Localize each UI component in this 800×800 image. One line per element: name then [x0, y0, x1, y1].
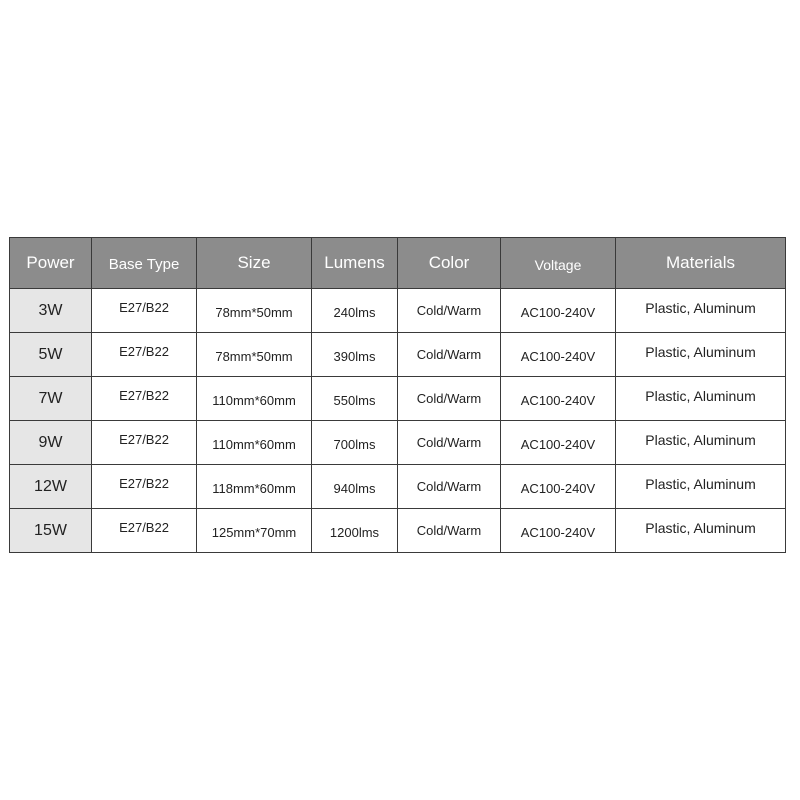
cell-materials	[616, 509, 786, 553]
header-power: Power	[10, 238, 92, 289]
cell-lumens	[312, 421, 398, 465]
table-row	[10, 465, 786, 509]
cell-lumens	[312, 465, 398, 509]
cell-lumens	[312, 509, 398, 553]
cell-text: E27/B22	[119, 388, 169, 403]
cell-size	[197, 289, 312, 333]
cell-materials	[616, 465, 786, 509]
cell-text: Plastic, Aluminum	[645, 431, 756, 448]
header-lumens: Lumens	[312, 238, 398, 289]
cell-color: Cold/Warm	[398, 377, 501, 421]
cell-power: 5W	[10, 333, 92, 377]
cell-base-type	[92, 465, 197, 509]
cell-text: 550lms	[333, 393, 376, 408]
cell-text: 118mm*60mm	[212, 481, 296, 496]
table-row	[10, 333, 786, 377]
cell-text: Plastic, Aluminum	[645, 475, 756, 492]
cell-size	[197, 509, 312, 553]
table-row	[10, 421, 786, 465]
cell-materials	[616, 421, 786, 465]
cell-base-type	[92, 289, 197, 333]
cell-text: AC100-240V	[520, 481, 596, 496]
cell-color: Cold/Warm	[398, 289, 501, 333]
cell-text: 1200lms	[329, 525, 380, 540]
cell-text: E27/B22	[119, 300, 169, 315]
header-voltage: Voltage	[501, 238, 616, 289]
cell-text: AC100-240V	[520, 437, 596, 452]
cell-text: 110mm*60mm	[212, 393, 296, 408]
header-row	[10, 238, 786, 289]
cell-power: 3W	[10, 289, 92, 333]
spec-table	[9, 237, 786, 553]
cell-text: 240lms	[333, 305, 376, 320]
cell-power: 15W	[10, 509, 92, 553]
cell-color: Cold/Warm	[398, 333, 501, 377]
cell-power: 12W	[10, 465, 92, 509]
cell-lumens	[312, 377, 398, 421]
cell-text: 125mm*70mm	[211, 525, 297, 540]
table-row	[10, 377, 786, 421]
cell-text: Plastic, Aluminum	[645, 343, 756, 360]
cell-size	[197, 377, 312, 421]
cell-size	[197, 421, 312, 465]
cell-text: Plastic, Aluminum	[645, 519, 756, 536]
cell-text: 110mm*60mm	[212, 437, 296, 452]
header-materials: Materials	[616, 238, 786, 289]
table-row	[10, 289, 786, 333]
table-header	[10, 238, 786, 289]
header-base-type: Base Type	[92, 238, 197, 289]
cell-text: AC100-240V	[520, 305, 596, 320]
cell-power: 7W	[10, 377, 92, 421]
cell-color: Cold/Warm	[398, 465, 501, 509]
cell-base-type	[92, 377, 197, 421]
cell-materials	[616, 333, 786, 377]
table-row	[10, 509, 786, 553]
cell-text: AC100-240V	[520, 393, 596, 408]
cell-lumens	[312, 289, 398, 333]
cell-text: Plastic, Aluminum	[645, 299, 756, 316]
cell-size	[197, 333, 312, 377]
cell-text: 78mm*50mm	[215, 305, 293, 320]
cell-size	[197, 465, 312, 509]
cell-text: Plastic, Aluminum	[645, 387, 756, 404]
cell-voltage	[501, 509, 616, 553]
cell-materials	[616, 377, 786, 421]
cell-text: AC100-240V	[520, 525, 596, 540]
cell-text: AC100-240V	[520, 349, 596, 364]
cell-text: 78mm*50mm	[215, 349, 293, 364]
cell-power: 9W	[10, 421, 92, 465]
cell-materials	[616, 289, 786, 333]
cell-voltage	[501, 333, 616, 377]
cell-color: Cold/Warm	[398, 421, 501, 465]
header-color: Color	[398, 238, 501, 289]
cell-base-type	[92, 333, 197, 377]
cell-voltage	[501, 289, 616, 333]
cell-voltage	[501, 465, 616, 509]
cell-text: 390lms	[333, 349, 376, 364]
table-body	[10, 289, 786, 553]
cell-base-type	[92, 421, 197, 465]
cell-text: 940lms	[333, 481, 376, 496]
cell-text: 700lms	[333, 437, 376, 452]
cell-text: E27/B22	[119, 476, 169, 491]
cell-voltage	[501, 377, 616, 421]
cell-text: E27/B22	[119, 520, 169, 535]
header-size: Size	[197, 238, 312, 289]
cell-lumens	[312, 333, 398, 377]
cell-color: Cold/Warm	[398, 509, 501, 553]
cell-voltage	[501, 421, 616, 465]
cell-text: E27/B22	[119, 344, 169, 359]
cell-base-type	[92, 509, 197, 553]
cell-text: E27/B22	[119, 432, 169, 447]
